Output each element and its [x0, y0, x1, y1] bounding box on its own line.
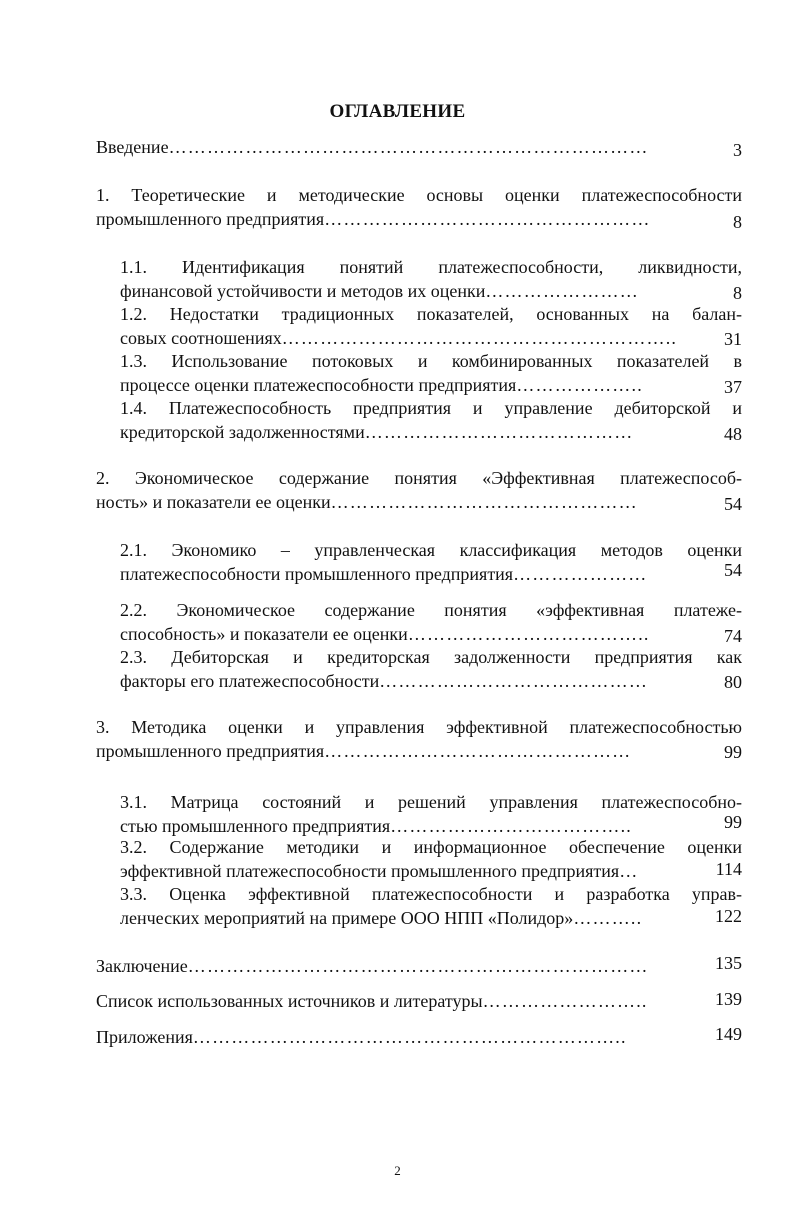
- toc-leader: ……………………: [485, 280, 639, 301]
- toc-leader: …………………………………………………………………: [168, 137, 649, 157]
- toc-leader: …………………: [513, 563, 648, 584]
- toc-entry-text: промышленного предприятия: [96, 740, 325, 761]
- toc-leader: …: [619, 860, 639, 881]
- toc-entry-text: совых соотношениях: [120, 327, 282, 348]
- toc-entry-text: 1.2. Недостатки традиционных показателей, основанных на балан-: [120, 304, 742, 324]
- toc-leader: …………………………………………: [324, 740, 632, 761]
- toc-page-number: 135: [715, 953, 742, 973]
- toc-page-number: 99: [724, 742, 742, 762]
- toc-entry-2-1[interactable]: [120, 539, 742, 586]
- page-title: ОГЛАВЛЕНИЕ: [329, 101, 466, 122]
- toc-entry-chapter-2[interactable]: [96, 467, 742, 514]
- toc-entry-text: процессе оценки платежеспособности предприятия: [120, 374, 517, 395]
- toc-entry-1-4[interactable]: [120, 397, 742, 444]
- toc-leader: ………..: [573, 907, 643, 928]
- toc-entry-text: способность» и показатели ее оценки: [120, 623, 408, 644]
- toc-entry-text: эффективной платежеспособности промышленного предприятия: [120, 860, 620, 881]
- toc-entry-conclusion[interactable]: [96, 955, 742, 979]
- toc-leader: ……………………..: [482, 991, 648, 1011]
- toc-entry-text: 2.2. Экономическое содержание понятия «эффективная платеже-: [120, 600, 742, 620]
- toc-entry-text: 2. Экономическое содержание понятия «Эффективная платежеспособ-: [96, 468, 742, 488]
- toc-entry-text: 3.2. Содержание методики и информационное обеспечение оценки: [120, 837, 742, 857]
- toc-page-number: 8: [733, 212, 742, 232]
- toc-entry-2-2[interactable]: [120, 599, 742, 646]
- toc-entry-2-3[interactable]: [120, 646, 742, 693]
- toc-entry-text: ленческих мероприятий на примере ООО НПП «Полидор»: [120, 907, 574, 928]
- toc-leader: ………………………………..: [390, 815, 632, 836]
- toc-leader: ………………………………………………………………: [187, 956, 649, 976]
- toc-entry-text: 1.1. Идентификация понятий платежеспособности, ликвидности,: [120, 257, 742, 277]
- toc-entry-text: Список использованных источников и литературы: [96, 991, 483, 1011]
- toc-page-number: 74: [724, 626, 742, 646]
- toc-entry-references[interactable]: [96, 990, 742, 1014]
- toc-entry-3-2[interactable]: [120, 836, 742, 883]
- toc-leader: …………………………………………………………..: [192, 1027, 627, 1047]
- toc-entry-appendices[interactable]: [96, 1026, 742, 1050]
- toc-entry-chapter-1[interactable]: [96, 184, 742, 231]
- toc-entry-text: 1.4. Платежеспособность предприятия и управление дебиторской и: [120, 398, 742, 418]
- toc-entry-1-3[interactable]: [120, 350, 742, 397]
- toc-page-number: 54: [724, 560, 742, 580]
- toc-entry-text: кредиторской задолженностями: [120, 421, 365, 442]
- toc-entry-text: стью промышленного предприятия: [120, 815, 391, 836]
- toc-entry-text: 2.1. Экономико – управленческая классификация методов оценки: [120, 540, 742, 560]
- toc-entry-chapter-3[interactable]: [96, 716, 742, 763]
- toc-entry-text: платежеспособности промышленного предприятия: [120, 563, 514, 584]
- toc-entry-text: промышленного предприятия: [96, 208, 325, 229]
- toc-entry-3-1[interactable]: [120, 791, 742, 838]
- toc-page-number: 3: [733, 140, 742, 160]
- toc-leader: ………………..: [516, 374, 643, 395]
- toc-page-number: 139: [715, 989, 742, 1009]
- toc-leader: ……………………………………………………..: [281, 327, 678, 348]
- toc-entry-3-3[interactable]: [120, 883, 742, 930]
- toc-entry-1-2[interactable]: [120, 303, 742, 350]
- toc-page-number: 48: [724, 424, 742, 444]
- toc-entry-text: Заключение: [96, 956, 188, 976]
- toc-entry-text: финансовой устойчивости и методов их оценки: [120, 280, 486, 301]
- toc-page-number: 149: [715, 1024, 742, 1044]
- toc-entry-1-1[interactable]: [120, 256, 742, 303]
- toc-page-number: 31: [724, 329, 742, 349]
- toc-entry-text: Введение: [96, 137, 169, 157]
- toc-entry-text: факторы его платежеспособности: [120, 670, 380, 691]
- toc-page-number: 114: [715, 859, 742, 879]
- toc-page-number: 80: [724, 672, 742, 692]
- toc-entry-text: 1.3. Использование потоковых и комбинированных показателей в: [120, 351, 742, 371]
- toc-entry-text: 3. Методика оценки и управления эффективной платежеспособностью: [96, 717, 742, 737]
- toc-leader: ……………………………………………: [324, 208, 651, 229]
- toc-entry-text: 2.3. Дебиторская и кредиторская задолженности предприятия как: [120, 647, 742, 667]
- toc-entry-introduction[interactable]: [96, 136, 742, 160]
- toc-leader: ………………………………..: [407, 623, 650, 644]
- toc-page-number: 122: [715, 906, 742, 926]
- toc-entry-text: 1. Теоретические и методические основы оценки платежеспособности: [96, 185, 742, 205]
- toc-leader: ……………………………………: [364, 421, 634, 442]
- toc-entry-text: ность» и показатели ее оценки: [96, 491, 331, 512]
- toc-leader: …………………………………………: [330, 491, 638, 512]
- toc-page-number: 37: [724, 377, 742, 397]
- toc-entry-text: 3.1. Матрица состояний и решений управления платежеспособно-: [120, 792, 742, 812]
- toc-page-number: 8: [733, 283, 742, 303]
- toc-leader: ……………………………………: [379, 670, 649, 691]
- toc-page-number: 99: [724, 812, 742, 832]
- toc-page-number: 54: [724, 494, 742, 514]
- toc-entry-text: 3.3. Оценка эффективной платежеспособности и разработка управ-: [120, 884, 742, 904]
- toc-entry-text: Приложения: [96, 1027, 193, 1047]
- page-number: 2: [394, 1163, 401, 1178]
